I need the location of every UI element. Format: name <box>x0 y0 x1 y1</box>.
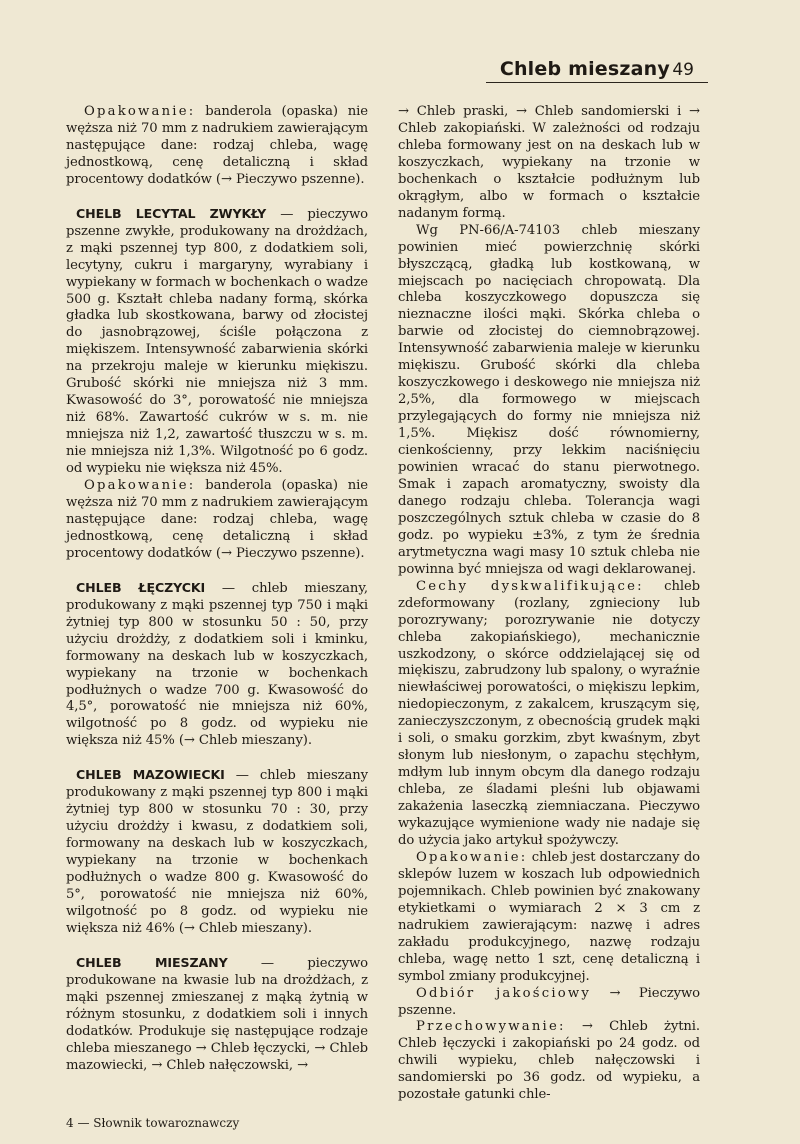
page-number: 49 <box>672 60 694 80</box>
page-header <box>0 0 800 90</box>
entry-chleb-lecytal <box>66 206 368 478</box>
paragraph-text: chleb zdeformowany (rozlany, zgnieciony lub porozrywany; porozrywanie nie dotyczy chleba zakopiańskiego), mechanicznie uszkodzony, o skórce oddzielającej się od miękiszu, zabrudzony lub spalony, o wyraźnie niewłaściwej porowatości, o miękiszu lepkim, niedopieczonym, z zakalcem, kruszącym się, zanieczyszczonym, z obecnością grudek mąki i soli, o smaku gorzkim, zbyt kwaśnym, zbyt słonym lub niesłonym, o zapachu stęchłym, mdłym lub innym obcym dla danego rodzaju chleba, ze śladami pleśni lub objawami zakażenia laseczką ziemniaczana. Pieczywo wykazujące wymienione wady nie nadaje się do użycia jako artykuł spożywczy. <box>398 578 701 848</box>
paragraph-text: chleb jest dostarczany do sklepów luzem w koszach lub odpowiednich pojemnikach. Chleb powinien być znakowany etykietkami o wymiarach 2 × 3 cm z nadrukiem zawierającym: nazwę i adres zakładu produkcyjnego, nazwę rodzaju chleba, wagę netto 1 szt, cenę detaliczną i symbol zmiany produkcyjnej. <box>398 849 700 984</box>
running-title: Chleb mieszany <box>499 58 670 80</box>
paragraph-packaging <box>398 850 700 986</box>
label-disqualifying: Cechy dyskwalifikujące: <box>416 578 644 594</box>
entry-chleb-leczycki <box>66 580 368 751</box>
paragraph-text: → Pieczywo pszenne. <box>398 985 700 1018</box>
entry-text: — chleb mieszany produkowany z mąki pszennej typ 800 i mąki żytniej typ 800 w stosunku 70 : 30, przy użyciu drożdży i kwasu, z dodatkiem soli, formowany na deskach lub w koszyczkach, wypiekany na trzonie w bochenkach podłużnych o wadze 800 g. Kwasowość do 5°, porowatość nie mniejsza niż 60%, wilgotność po 8 godz. od wypieku nie większa niż 46% (→ Chleb mieszany). <box>66 768 368 936</box>
entry-text: — chleb mieszany, produkowany z mąki pszennej typ 750 i mąki żytniej typ 800 w stosunku 50 : 50, przy użyciu drożdży, z dodatkiem soli i kminku, formowany na deskach lub w koszyczkach, wypiekany na trzonie w bochenkach podłużnych o wadze 700 g. Kwasowość do 4,5°, porowatość nie mniejsza niż 60%, wilgotność po 8 godz. od wypieku nie większa niż 45% (→ Chleb mieszany). <box>66 580 369 749</box>
paragraph-packaging <box>66 104 368 189</box>
label-storage: Przechowywanie: <box>416 1019 566 1035</box>
paragraph-disqualifying <box>398 579 700 850</box>
entry-text: — pieczywo pszenne zwykłe, produkowany na drożdżach, z mąki pszennej typ 800, z dodatkiem soli, lecytyny, cukru i margaryny, wyrabiany i wypiekany w formach w bochenkach o wadze 500 g. Kształt chleba nadany formą, skórka gładka lub skostkowana, barwy od złocistej do jasnobrązowej, ściśle połączona z miękiszem. Intensywność zabarwienia skórki na przekroju maleje w kierunku miękiszu. Grubość skórki nie mniejsza niż 3 mm. Kwasowość do 3°, porowatość nie mniejsza niż 68%. Zawartość cukrów w s. m. nie mniejsza niż 1,2, zawartość tłuszczu w s. m. nie mniejsza niż 1,3%. Wilgotność po 6 godz. od wypieku nie większa niż 45%. <box>66 206 368 477</box>
header-rule <box>486 82 708 83</box>
paragraph-quality <box>398 986 700 1020</box>
label-packaging: Opakowanie: <box>84 104 196 119</box>
entry-heading: CHLEB MIESZANY <box>76 954 228 970</box>
entry-heading: CHLEB MAZOWIECKI <box>76 767 225 783</box>
signature-mark: 4 — Słownik towaroznawczy <box>66 1116 240 1130</box>
entry-chleb-mieszany <box>66 955 368 1075</box>
paragraph-continuation: → Chleb praski, → Chleb sandomierski i → Chleb zakopiański. W zależności od rodzaju chleba formowany jest on na deskach lub w koszyczkach, wypiekany na trzonie w bochenkach o kształcie podłużnym lub okrągłym, albo w formach o kształcie nadanym formą. <box>398 104 700 221</box>
right-column <box>398 104 700 1104</box>
entry-heading: CHELB LECYTAL ZWYKŁY <box>76 205 267 221</box>
label-packaging: Opakowanie: <box>416 849 528 865</box>
paragraph-text: banderola (opaska) nie węższa niż 70 mm z nadrukiem zawierającym następujące dane: rodzaj chleba, wagę jednostkową, cenę detaliczną i skład procentowy dodatków (→ Pieczywo pszenne). <box>66 478 368 561</box>
entry-text: — pieczywo produkowane na kwasie lub na drożdżach, z mąki pszennej zmieszanej z mąką żytnią w różnym stosunku, z dodatkiem soli i innych dodatków. Produkuje się następujące rodzaje chleba mieszanego → Chleb łęczycki, → Chleb mazowiecki, → Chleb nałęczowski, → <box>66 955 368 1073</box>
paragraph-standard: Wg PN-66/A-74103 chleb mieszany powinien mieć powierzchnię skórki błyszczącą, gładką lub kostkowaną, w miejscach po nacięciach chropowatą. Dla chleba koszyczkowego dopuszcza się nieznaczne ilości mąki. Skórka chleba o barwie od złocistej do ciemnobrązowej. Intensywność zabarwienia maleje w kierunku miękiszu. Grubość skórki dla chleba koszyczkowego i deskowego nie mniejsza niż 2,5%, dla formowego w miejscach przylegających do formy nie mniejsza niż 1,5%. Miękisz dość równomierny, cienkościenny, przy lekkim naciśnięciu powinien wracać do stanu pierwotnego. Smak i zapach aromatyczny, swoisty dla danego rodzaju chleba. Tolerancja wagi poszczególnych sztuk chleba w czasie do 8 godz. po wypieku ±3%, z tym że średnia arytmetyczna wagi masy 10 sztuk chleba nie powinna być mniejsza od wagi deklarowanej. <box>398 222 700 577</box>
entry-chleb-mazowiecki <box>66 767 368 938</box>
paragraph-text: → Chleb żytni. Chleb łęczycki i zakopiański po 24 godz. od chwili wypieku, chleb nałęczowski i sandomierski po 36 godz. od wypieku, a pozostałe gatunki chle- <box>398 1019 700 1103</box>
entry-heading: CHLEB ŁĘCZYCKI <box>76 579 206 595</box>
left-column <box>66 104 368 1075</box>
label-packaging: Opakowanie: <box>84 478 196 494</box>
paragraph-text: banderola (opaska) nie węższa niż 70 mm z nadrukiem zawierającym następujące dane: rodzaj chleba, wagę jednostkową, cenę detaliczną i skład procentowy dodatków (→ Pieczywo pszenne). <box>66 104 368 187</box>
paragraph-storage <box>398 1019 700 1104</box>
paragraph-packaging <box>66 478 368 563</box>
label-quality: Odbiór jakościowy <box>416 985 592 1001</box>
